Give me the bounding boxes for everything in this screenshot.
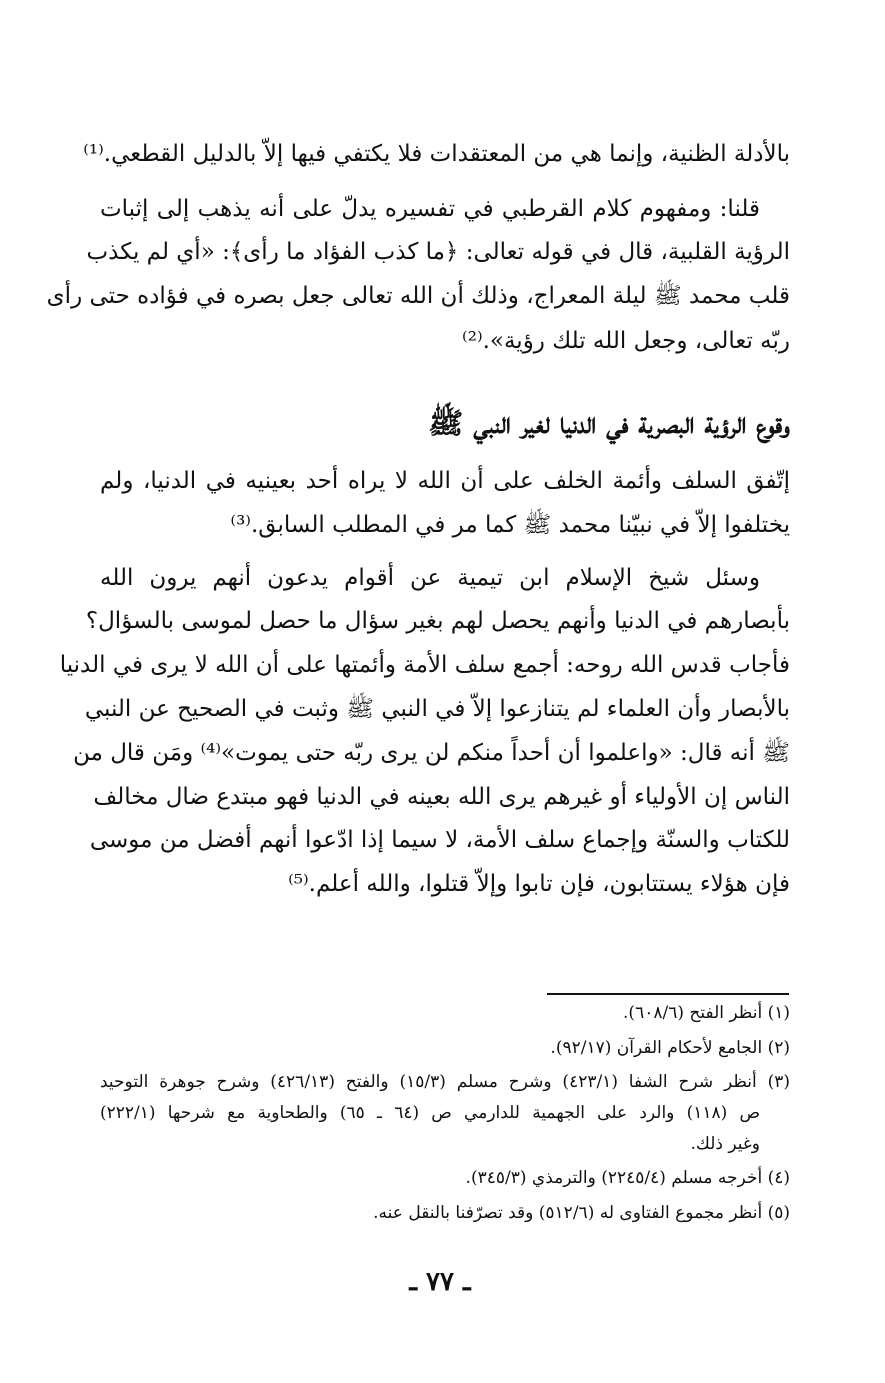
footnote: ص (١١٨) والرد على الجهمية للدارمي ص (٦٤ ـ ٦٥) والطحاوية مع شرحها (٢٢٢/١) <box>100 1103 761 1123</box>
footnote: (٥) أنظر مجموع الفتاوى له (٥١٢/٦) وقد تصرّفنا بالنقل عنه. <box>373 1203 790 1223</box>
text-line: ﷺ أنه قال: «واعلموا أن أحداً منكم لن يرى ربّه حتى يموت»⁽⁴⁾ ومَن قال من <box>73 740 790 766</box>
text-line: فإن هؤلاء يستتابون، فإن تابوا وإلاّ قتلوا، والله أعلم.⁽⁵⁾ <box>288 871 790 897</box>
page-number: ـ ٧٧ ـ <box>409 1267 471 1297</box>
text-line: للكتاب والسنّة وإجماع سلف الأمة، لا سيما إذا ادّعوا أنهم أفضل من موسى <box>89 827 790 853</box>
text-line: بالأدلة الظنية، وإنما هي من المعتقدات فلا يكتفي فيها إلاّ بالدليل القطعي.⁽¹⁾ <box>83 141 790 167</box>
footnote: (٣) أنظر شرح الشفا (٤٢٣/١) وشرح مسلم (١٥/٣) والفتح (٤٢٦/١٣) وشرح جوهرة التوحيد <box>100 1072 791 1092</box>
text-line: بالأبصار وأن العلماء لم يتنازعوا إلاّ في النبي ﷺ وثبت في الصحيح عن النبي <box>84 696 790 722</box>
footnote-separator <box>547 993 789 995</box>
footnote: (١) أنظر الفتح (٦٠٨/٦). <box>623 1003 790 1023</box>
section-heading: وقوع الرؤية البصرية في الدنيا لغير النبي ﷺ <box>428 406 790 440</box>
text-line: فأجاب قدس الله روحه: أجمع سلف الأمة وأئمتها على أن الله لا يرى في الدنيا <box>59 652 790 678</box>
footnote: وغير ذلك. <box>690 1134 760 1154</box>
text-line: الناس إن الأولياء أو غيرهم يرى الله بعينه في الدنيا فهو مبتدع ضال مخالف <box>93 784 790 810</box>
footnote: (٢) الجامع لأحكام القرآن (٩٢/١٧). <box>550 1038 790 1058</box>
text-line: بأبصارهم في الدنيا وأنهم يحصل لهم بغير سؤال ما حصل لموسى بالسؤال؟ <box>85 608 790 634</box>
text-line: وسئل شيخ الإسلام ابن تيمية عن أقوام يدعون أنهم يرون الله <box>100 565 760 591</box>
text-line: قلب محمد ﷺ ليلة المعراج، وذلك أن الله تعالى جعل بصره في فؤاده حتى رأى <box>46 283 790 309</box>
text-line: الرؤية القلبية، قال في قوله تعالى: ﴿ما كذب الفؤاد ما رأى﴾: «أي لم يكذب <box>86 239 790 265</box>
text-line: قلنا: ومفهوم كلام القرطبي في تفسيره يدلّ على أنه يذهب إلى إثبات <box>100 196 760 222</box>
footnote: (٤) أخرجه مسلم (٢٢٤٥/٤) والترمذي (٣٤٥/٣). <box>465 1168 790 1188</box>
text-line: إتّفق السلف وأئمة الخلف على أن الله لا يراه أحد بعينيه في الدنيا، ولم <box>100 468 790 494</box>
text-line: ربّه تعالى، وجعل الله تلك رؤية».⁽²⁾ <box>462 328 790 354</box>
text-line: يختلفوا إلاّ في نبيّنا محمد ﷺ كما مر في المطلب السابق.⁽³⁾ <box>230 512 790 538</box>
